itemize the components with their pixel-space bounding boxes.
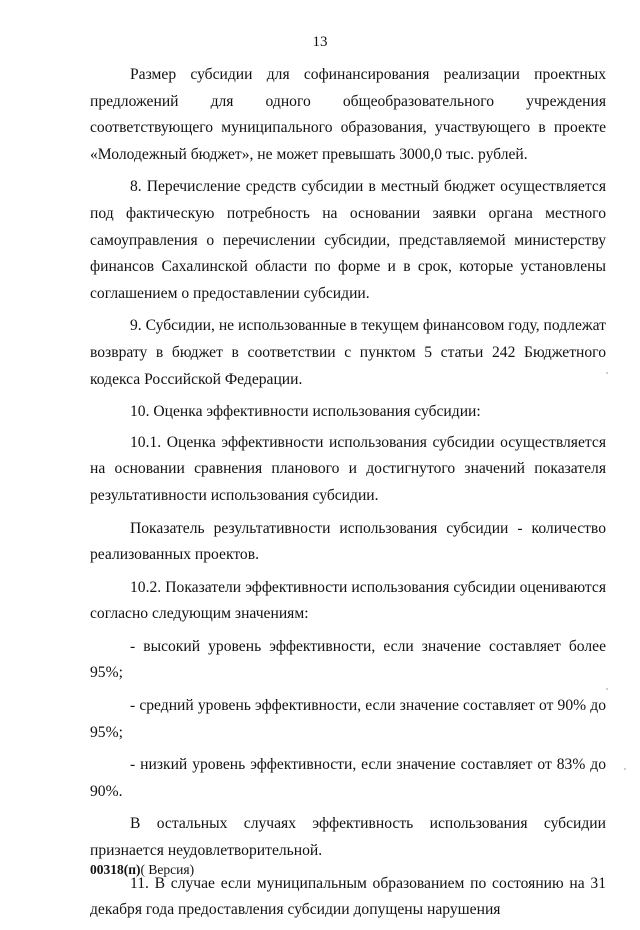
document-version: ( Версия) [140, 862, 195, 877]
page-number: 13 [312, 34, 328, 50]
list-item-medium-level: - средний уровень эффективности, если значение составляет от 90% до 95%; [90, 697, 606, 741]
paragraph-item-10-2: 10.2. Показатели эффективности использования субсидии оцениваются согласно следующим значениям: [90, 578, 606, 623]
paragraph-item-10-1: 10.1. Оценка эффективности использования субсидии осуществляется на основании сравнения планового и достигнутого значений показателя результативности использования субсидии. [90, 433, 606, 504]
paragraph-item-11: 11. В случае если муниципальным образованием по состоянию на 31 декабря года предоставления субсидии допущены нарушения [90, 874, 606, 919]
paragraph-effectiveness-indicator: Показатель результативности использования субсидии - количество реализованных проектов. [90, 519, 606, 564]
document-footer [90, 862, 194, 878]
paragraph-item-8: 8. Перечисление средств субсидии в местный бюджет осуществляется под фактическую потребность на основании заявки органа местного самоуправления о перечислении субсидии, представляемой министерству финансов Сахалинской области по форме и в срок, которые установлены соглашением о предоставлении субсидии. [90, 178, 606, 302]
scan-speck [624, 768, 626, 770]
paragraph-unsatisfactory: В остальных случаях эффективность использования субсидии признается неудовлетворительной. [90, 815, 606, 860]
paragraph-subsidy-size: Размер субсидии для софинансирования реализации проектных предложений для одного общеобразовательного учреждения соответствующего муниципального образования, участвующего в проекте «Молодежный бюджет», не может превышать 3000,0 тыс. рублей. [90, 66, 606, 163]
document-code: 00318(п) [90, 862, 141, 877]
scan-speck [606, 372, 608, 374]
paragraph-item-10-heading: 10. Оценка эффективности использования субсидии: [130, 403, 481, 421]
document-body [90, 62, 606, 930]
paragraph-item-9: 9. Субсидии, не использованные в текущем финансовом году, подлежат возврату в бюджет в соответствии с пунктом 5 статьи 242 Бюджетного кодекса Российской Федерации. [90, 317, 606, 388]
list-item-high-level: - высокий уровень эффективности, если значение составляет более 95%; [90, 637, 606, 682]
scan-speck [606, 688, 608, 690]
list-item-low-level: - низкий уровень эффективности, если значение составляет от 83% до 90%. [90, 756, 606, 800]
